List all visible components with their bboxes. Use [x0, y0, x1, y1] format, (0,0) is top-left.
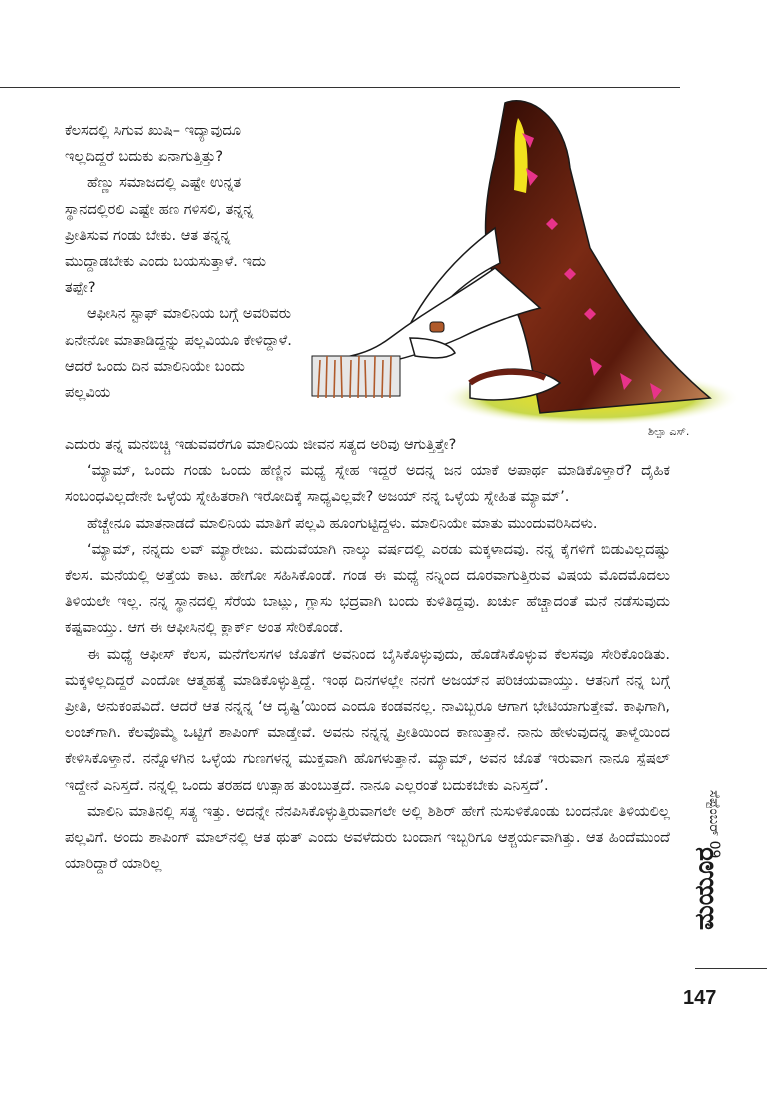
broom — [312, 356, 400, 398]
paragraph: ಮಾಲಿನಿ ಮಾತಿನಲ್ಲಿ ಸತ್ಯ ಇತ್ತು. ಅದನ್ನೇ ನೆನಪಿಸಿಕೊಳ್ಳುತ್ತಿರುವಾಗಲೇ ಅಲ್ಲಿ ಶಿಶಿರ್ ಹೇಗೆ ನುಸುಳಿಕೊಂಡು ಬಂದನೋ ತಿಳಿಯಲಿಲ್ಲ ಪಲ್ಲವಿಗೆ. ಅಂದು ಶಾಪಿಂಗ್ ಮಾಲ್‌ನಲ್ಲಿ ಆತ ಥುತ್ ಎಂದು ಅವಳೆದುರು ಬಂದಾಗ ಇಬ್ಬರಿಗೂ ಆಶ್ಚರ್ಯವಾಗಿತ್ತು. ಆತ ಹಿಂದೆಮುಂದೆ ಯಾರಿದ್ದಾರೆ ಯಾರಿಲ್ಲ — [65, 803, 670, 873]
paragraph: ಎದುರು ತನ್ನ ಮನಬಿಚ್ಚಿ ಇಡುವವರೆಗೂ ಮಾಲಿನಿಯ ಜೀವನ ಸತ್ಯದ ಅರಿವು ಆಗುತ್ತಿತ್ತೇ? — [65, 437, 457, 453]
top-rule — [0, 87, 680, 88]
illustration-credit: ಶಿಲ್ಪಾ ಎಸ್. — [648, 425, 690, 438]
page-number: 147 — [683, 987, 717, 1009]
article-narrow-column — [65, 118, 293, 406]
magazine-name: ಮಯೂರ — [690, 847, 720, 930]
footer-rule — [695, 968, 767, 969]
paragraph: ‘ಮ್ಯಾಮ್, ನನ್ನದು ಲವ್ ಮ್ಯಾರೇಜು. ಮದುವೆಯಾಗಿ ನಾಲ್ಕು ವರ್ಷದಲ್ಲಿ ಎರಡು ಮಕ್ಕಳಾದವು. ನನ್ನ ಕೈಗಳಿಗೆ ಬಿಡುವಿಲ್ಲದಷ್ಟು ಕೆಲಸ. ಮನೆಯಲ್ಲಿ ಅತ್ತೆಯ ಕಾಟ. ಹೇಗೋ ಸಹಿಸಿಕೊಂಡೆ. ಗಂಡ ಈ ಮಧ್ಯೆ ನನ್ನಿಂದ ದೂರವಾಗುತ್ತಿರುವ ವಿಷಯ ಮೊದಮೊದಲು ತಿಳಿಯಲೇ ಇಲ್ಲ. ನನ್ನ ಸ್ಥಾನದಲ್ಲಿ ಸೆರೆಯ ಬಾಟ್ಲು, ಗ್ಲಾಸು ಭದ್ರವಾಗಿ ಬಂದು ಕುಳಿತಿದ್ದವು. ಖರ್ಚು ಹೆಚ್ಚಾದಂತೆ ಮನೆ ನಡೆಸುವುದು ಕಷ್ಟವಾಯ್ತು. ಆಗ ಈ ಆಫೀಸಿನಲ್ಲಿ ಕ್ಲಾರ್ಕ್ ಅಂತ ಸೇರಿಕೊಂಡೆ. — [65, 541, 670, 637]
paragraph: ಕೆಲಸದಲ್ಲಿ ಸಿಗುವ ಖುಷಿ– ಇದ್ಯಾವುದೂ ಇಲ್ಲದಿದ್ದರೆ ಬದುಕು ಏನಾಗುತ್ತಿತ್ತು? — [65, 123, 241, 166]
paragraph: ಹೆಚ್ಚೇನೂ ಮಾತನಾಡದೆ ಮಾಲಿನಿಯ ಮಾತಿಗೆ ಪಲ್ಲವಿ ಹೂಂಗುಟ್ಟಿದ್ದಳು. ಮಾಲಿನಿಯೇ ಮಾತು ಮುಂದುವರಿಸಿದಳು. — [87, 515, 598, 532]
paragraph: ಈ ಮಧ್ಯೆ ಆಫೀಸ್ ಕೆಲಸ, ಮನೆಗೆಲಸಗಳ ಜೊತೆಗೆ ಅವನಿಂದ ಬೈಸಿಕೊಳ್ಳುವುದು, ಹೊಡೆಸಿಕೊಳ್ಳುವ ಕೆಲಸವೂ ಸೇರಿಕೊಂಡಿತು. ಮಕ್ಕಳಿಲ್ಲದಿದ್ದರೆ ಎಂದೋ ಆತ್ಮಹತ್ಯೆ ಮಾಡಿಕೊಳ್ಳುತ್ತಿದ್ದೆ. ಇಂಥ ದಿನಗಳಲ್ಲೇ ನನಗೆ ಅಜಯ್‌ನ ಪರಿಚಯವಾಯ್ತು. ಆತನಿಗೆ ನನ್ನ ಬಗ್ಗೆ ಪ್ರೀತಿ, ಅನುಕಂಪವಿದೆ. ಆದರೆ ಆತ ನನ್ನನ್ನ ‘ಆ ದೃಷ್ಟಿ’ಯಿಂದ ಎಂದೂ ಕಂಡವನಲ್ಲ. ನಾವಿಬ್ಬರೂ ಆಗಾಗ ಭೇಟಿಯಾಗುತ್ತೇವೆ. ಕಾಫಿಗಾಗಿ, ಲಂಚ್‌ಗಾಗಿ. ಕೆಲವೊಮ್ಮೆ ಒಟ್ಟಿಗೆ ಶಾಪಿಂಗ್ ಮಾಡ್ತೇವೆ. ಅವನು ನನ್ನನ್ನ ಪ್ರೀತಿಯಿಂದ ಕಾಣುತ್ತಾನೆ. ನಾನು ಹೇಳುವುದನ್ನ ತಾಳ್ಮೆಯಿಂದ ಕೇಳಿಸಿಕೊಳ್ತಾನೆ. ನನ್ನೊಳಗಿನ ಒಳ್ಳೆಯ ಗುಣಗಳನ್ನ ಮುಕ್ತವಾಗಿ ಹೊಗಳುತ್ತಾನೆ. ಮ್ಯಾಮ್, ಅವನ ಜೊತೆ ಇರುವಾಗ ನಾನೂ ಸ್ಪೆಷಲ್ ಇದ್ದೇನೆ ಎನಿಸ್ತದೆ. ನನ್ನಲ್ಲಿ ಒಂದು ತರಹದ ಉತ್ಸಾಹ ತುಂಬುತ್ತದೆ. ನಾನೂ ಎಲ್ಲರಂತೆ ಬದುಕಬೇಕು ಎನಿಸ್ತದೆ’. — [65, 646, 670, 794]
paragraph: ಆಫೀಸಿನ ಸ್ಟಾಫ್ ಮಾಲಿನಿಯ ಬಗ್ಗೆ ಅವರಿವರು ಏನೇನೋ ಮಾತಾಡಿದ್ದನ್ನು ಪಲ್ಲವಿಯೂ ಕೇಳಿದ್ದಾಳೆ. ಆದರೆ ಒಂದು ದಿನ ಮಾಲಿನಿಯೇ ಬಂದು ಪಲ್ಲವಿಯ — [65, 306, 292, 402]
article-wide-column — [65, 432, 670, 877]
paragraph: ಹೆಣ್ಣು ಸಮಾಜದಲ್ಲಿ ಎಷ್ಟೇ ಉನ್ನತ ಸ್ಥಾನದಲ್ಲಿರಲಿ ಎಷ್ಟೇ ಹಣ ಗಳಿಸಲಿ, ತನ್ನನ್ನ ಪ್ರೀತಿಸುವ ಗಂಡು ಬೇಕು. ಆತ ತನ್ನನ್ನ ಮುದ್ದಾಡಬೇಕು ಎಂದು ಬಯಸುತ್ತಾಳೆ. ಇದು ತಪ್ಪೇ? — [65, 175, 266, 297]
issue-date: ಸೆಪ್ಟೆಂಬರ್ 09 — [706, 790, 722, 859]
paragraph: ‘ಮ್ಯಾಮ್, ಒಂದು ಗಂಡು ಒಂದು ಹೆಣ್ಣಿನ ಮಧ್ಯೆ ಸ್ನೇಹ ಇದ್ದರೆ ಅದನ್ನ ಜನ ಯಾಕೆ ಅಪಾರ್ಥ ಮಾಡಿಕೊಳ್ತಾರೆ? ದೈಹಿಕ ಸಂಬಂಧವಿಲ್ಲದೇನೇ ಒಳ್ಳೆಯ ಸ್ನೇಹಿತರಾಗಿ ಇರೋದಿಕ್ಕೆ ಸಾಧ್ಯವಿಲ್ಲವೇ? ಅಜಯ್ ನನ್ನ ಒಳ್ಳೆಯ ಸ್ನೇಹಿತ ಮ್ಯಾಮ್’. — [65, 463, 670, 506]
woman-sweeping-illustration — [290, 98, 765, 433]
